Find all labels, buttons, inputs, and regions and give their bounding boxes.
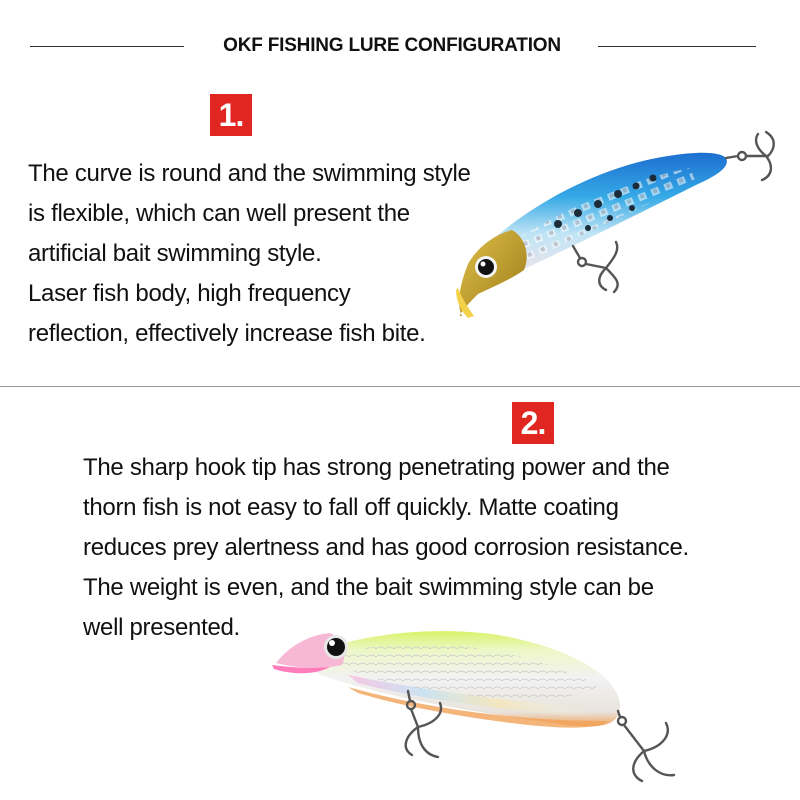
section-2-line: reduces prey alertness and has good corrosion resistance.	[83, 534, 689, 561]
section-1-line: is flexible, which can well present the	[28, 200, 410, 227]
page-title: OKF FISHING LURE CONFIGURATION	[223, 35, 561, 56]
section-2-line: thorn fish is not easy to fall off quickly. Matte coating	[83, 494, 619, 521]
section-divider	[0, 386, 800, 387]
section-1-number-badge: 1.	[210, 94, 252, 136]
section-2-line: well presented.	[83, 614, 240, 641]
section-2-number-badge: 2.	[512, 402, 554, 444]
section-1-description	[28, 154, 471, 354]
section-1-line: The curve is round and the swimming style	[28, 160, 471, 187]
white-chartreuse-minnow-lure-icon	[268, 605, 708, 795]
section-2-line: The weight is even, and the bait swimming style can be	[83, 574, 654, 601]
blue-laser-minnow-lure-icon	[438, 118, 778, 338]
section-2-line: The sharp hook tip has strong penetrating power and the	[83, 454, 670, 481]
header	[0, 30, 800, 64]
header-rule-left	[30, 46, 184, 47]
section-1-line: reflection, effectively increase fish bite.	[28, 320, 426, 347]
section-1-line: Laser fish body, high frequency	[28, 280, 351, 307]
section-1-line: artificial bait swimming style.	[28, 240, 322, 267]
header-rule-right	[598, 46, 756, 47]
